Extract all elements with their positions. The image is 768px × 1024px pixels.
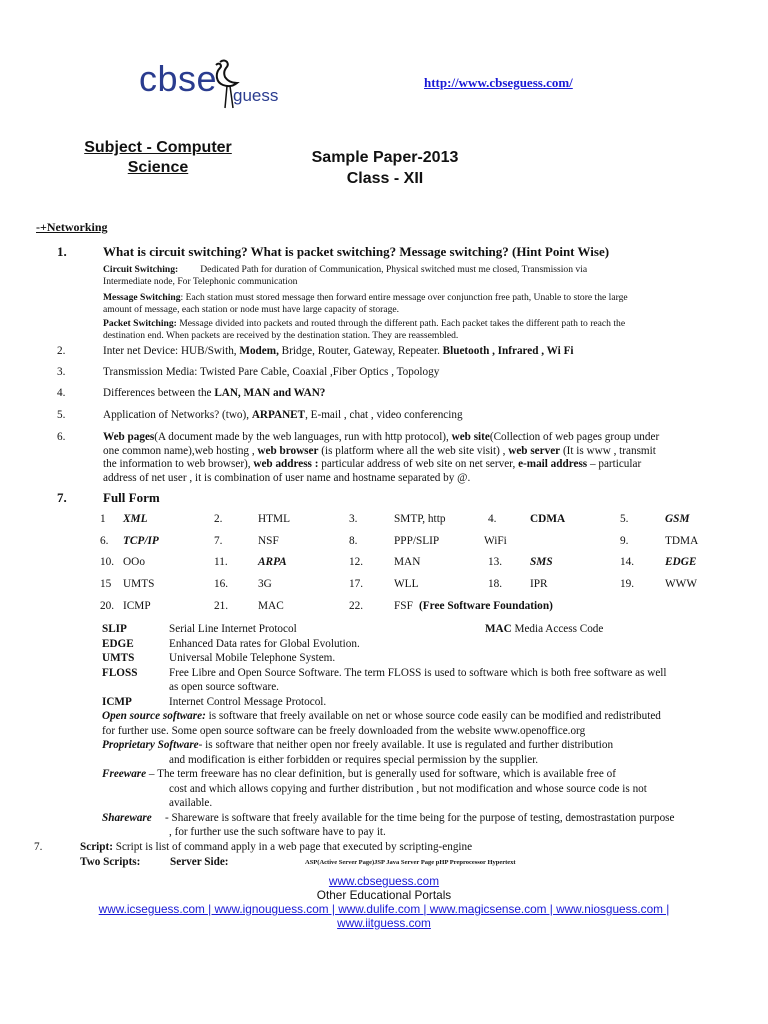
full-form-number: 21. — [214, 600, 229, 612]
q6-bold-2: web site — [451, 431, 490, 443]
logo-subtext: guess — [233, 86, 279, 105]
q5-text-2: , E-mail , chat , video conferencing — [305, 409, 463, 421]
footer-portal-links[interactable]: www.icseguess.com | www.ignouguess.com | www.dulife.com | www.magicsense.com | www.niosguess.com | — [98, 902, 670, 916]
q2-bold-2: Bluetooth , Infrared , Wi Fi — [442, 345, 574, 357]
def-freeware-cont-2: available. — [169, 797, 213, 809]
def-edge-term: EDGE — [102, 637, 134, 650]
def-shareware-term: Shareware — [102, 811, 152, 824]
full-form-term: WLL — [394, 578, 419, 590]
q6-line-4: address of net user , it is combination of user name and hostname separated by @. — [103, 471, 471, 484]
packet-switching-line2: destination end. When packets are received by the destination station. They are reassembled. — [103, 330, 459, 341]
full-form-term: MAN — [394, 556, 421, 568]
script-label: Script: — [80, 841, 113, 853]
script-text: Script is list of command apply in a web page that executed by scripting-engine — [112, 841, 473, 853]
footer-main-link[interactable]: www.cbseguess.com — [328, 874, 440, 888]
full-form-number: 17. — [349, 578, 364, 590]
q4-bold-1: LAN, MAN and WAN? — [214, 387, 326, 399]
logo-text: cbse — [139, 58, 218, 99]
full-form-number: 10. — [100, 556, 115, 568]
circuit-switching-answer — [103, 264, 587, 276]
full-form-term: ARPA — [258, 556, 287, 568]
full-form-term: SMTP, http — [394, 513, 446, 525]
circuit-switching-text: Dedicated Path for duration of Communication, Physical switched must me closed, Transmission via — [200, 264, 588, 275]
q3-text: Transmission Media: Twisted Pare Cable, Coaxial ,Fiber Optics , Topology — [103, 366, 440, 378]
def-mac-term: MAC — [485, 623, 512, 635]
def-shareware-text: - Shareware is software that freely available for the time being for the purpose of testing, demostrastation purpose — [165, 811, 675, 824]
q4-text — [103, 387, 325, 401]
paper-heading — [288, 147, 482, 189]
full-form-term: XML — [123, 513, 148, 525]
full-form-number: 9. — [620, 535, 629, 547]
def-slip-term: SLIP — [102, 623, 127, 635]
full-form-term: PPP/SLIP — [394, 535, 440, 547]
def-proprietary-term: Proprietary Software — [102, 739, 199, 751]
q3-number: 3. — [57, 366, 66, 378]
message-switching-label: Message Switching — [103, 292, 181, 303]
full-form-number: 18. — [488, 578, 503, 590]
full-form-number: 3. — [349, 513, 358, 525]
footer-portals-label: Other Educational Portals — [316, 888, 452, 902]
full-form-term: 3G — [258, 578, 272, 590]
full-form-number: 4. — [488, 513, 497, 525]
def-umts — [102, 652, 752, 667]
def-oss-text: is software that freely available on net or whose source code easily can be modified and redistributed — [205, 710, 661, 722]
q6-text-5: (It is www , transmit — [560, 444, 656, 457]
q6-text-6: the information to web browser), — [103, 458, 254, 471]
def-mac — [485, 623, 603, 637]
full-form-term: CDMA — [530, 513, 566, 525]
q2-text-1: Inter net Device: HUB/Swith, — [103, 345, 240, 357]
def-edge — [102, 638, 752, 653]
packet-switching-text: Message divided into packets and routed through the different path. Each packet takes the different path to reach the — [176, 318, 626, 329]
full-form-number: 6. — [100, 535, 109, 547]
full-form-term: TDMA — [665, 535, 699, 547]
q6-text — [103, 431, 743, 485]
full-form-term: WWW — [665, 578, 697, 590]
full-form-term: MAC — [258, 600, 284, 612]
q7-number: 7. — [57, 490, 67, 505]
section-heading: -+Networking — [36, 220, 108, 234]
def-freeware — [102, 768, 752, 783]
def-floss-cont — [102, 681, 752, 696]
q6-bold-6: e-mail address — [518, 458, 588, 471]
def-freeware-term: Freeware — [102, 768, 147, 780]
q2-text — [103, 345, 574, 359]
class-title: Class - XII — [346, 170, 424, 187]
def-edge-text: Enhanced Data rates for Global Evolution. — [169, 637, 360, 650]
full-form-number: 22. — [349, 600, 364, 612]
def-floss-text: Free Libre and Open Source Software. The term FLOSS is used to software which is both free software as well — [169, 666, 667, 679]
def-proprietary-cont: and modification is either forbidden or requires special permission by the supplier. — [169, 753, 539, 766]
def-umts-term: UMTS — [102, 652, 135, 664]
q6-number: 6. — [57, 431, 66, 443]
def-oss — [102, 710, 752, 725]
full-form-term: UMTS — [123, 578, 155, 590]
paper-title: Sample Paper-2013 — [311, 149, 459, 166]
def-freeware-cont: cost and which allows copying and further distribution , but not modification and whose source code is not — [169, 782, 647, 795]
message-switching-line2: amount of message, each station or node must have large capacity of storage. — [103, 304, 400, 315]
full-form-number: 15 — [100, 578, 112, 590]
def-mac-text: Media Access Code — [511, 623, 604, 635]
fsf-full-form: (Free Software Foundation) — [419, 600, 553, 612]
script-line — [80, 841, 472, 855]
circuit-switching-line2: Intermediate node, For Telephonic communication — [103, 276, 298, 287]
q6-text-2: (Collection of web pages group under — [489, 431, 660, 443]
full-form-number: 1 — [100, 513, 106, 525]
q6-text-1: (A document made by the web languages, run with http protocol), — [154, 431, 452, 443]
circuit-switching-label: Circuit Switching: — [103, 264, 179, 275]
full-form-term: WiFi — [484, 535, 507, 547]
q6-bold-4: web server — [508, 444, 561, 457]
footer-last-link[interactable]: www.iitguess.com — [337, 916, 431, 930]
full-form-number: 12. — [349, 556, 364, 568]
full-form-number: 14. — [620, 556, 635, 568]
q4-text-1: Differences between the — [103, 387, 215, 399]
footer — [0, 874, 768, 930]
q5-bold-1: ARPANET — [251, 409, 306, 421]
full-form-number: 11. — [214, 556, 228, 568]
message-switching-answer — [103, 292, 628, 304]
def-umts-text: Universal Mobile Telephone System. — [169, 652, 336, 664]
site-url-link[interactable]: http://www.cbseguess.com/ — [424, 75, 573, 90]
full-form-number: 2. — [214, 513, 223, 525]
q1-number: 1. — [57, 244, 67, 259]
def-oss-term: Open source software: — [102, 710, 206, 722]
q1-question: What is circuit switching? What is packet switching? Message switching? (Hint Point Wise) — [103, 244, 610, 259]
definitions-block — [102, 623, 752, 841]
q5-text-1: Application of Networks? (two), — [103, 409, 252, 421]
def-floss-text-2: as open source software. — [169, 681, 279, 693]
q6-line-3 — [103, 458, 743, 472]
full-form-term: SMS — [530, 556, 553, 568]
def-shareware-cont: , for further use the such software have to pay it. — [169, 826, 386, 838]
full-form-term: IPR — [530, 578, 548, 590]
full-form-term: NSF — [258, 535, 279, 547]
packet-switching-answer — [103, 318, 625, 330]
full-form-number: 8. — [349, 535, 358, 547]
def-floss-term: FLOSS — [102, 666, 138, 679]
message-switching-text: : Each station must stored message then forward entire message over conjunction free path, Unable to store the large — [180, 292, 628, 303]
q6-text-7: particular address of web site on net server, — [318, 458, 519, 471]
q6-text-8: – particular — [587, 458, 642, 471]
q2-bold-1: Modem, — [239, 345, 279, 357]
q6-line-1 — [103, 431, 743, 445]
q6-text-3: one common name),web hosting , — [103, 444, 258, 457]
def-oss-cont: for further use. Some open source software can be freely downloaded from the website www.openoffice.org — [102, 724, 586, 737]
full-form-number: 5. — [620, 513, 629, 525]
q6-text-4: (is platform where all the web site visit) , — [318, 444, 509, 457]
two-scripts-term: Two Scripts: — [80, 856, 141, 868]
q6-line-2 — [103, 445, 743, 459]
q2-text-2: Bridge, Router, Gateway, Repeater. — [278, 345, 443, 357]
q5-number: 5. — [57, 409, 66, 421]
def-slip-text: Serial Line Internet Protocol — [169, 623, 297, 635]
full-form-number: 19. — [620, 578, 635, 590]
packet-switching-label: Packet Switching: — [103, 318, 177, 329]
def-proprietary — [102, 739, 752, 754]
full-form-number: 13. — [488, 556, 503, 568]
server-side-label: Server Side: — [170, 856, 229, 868]
def-icmp — [102, 696, 752, 711]
full-form-number: 20. — [100, 600, 115, 612]
def-slip — [102, 623, 752, 638]
full-form-term: OOo — [123, 556, 145, 568]
def-proprietary-text: - is software that neither open nor freely available. It use is regulated and further distribution — [198, 739, 614, 751]
full-form-number: 7. — [214, 535, 223, 547]
q6-bold-1: Web pages — [103, 431, 155, 443]
def-freeware-text: – The term freeware has no clear definition, but is generally used for software, which is available free of — [146, 768, 616, 780]
full-form-term: ICMP — [123, 600, 151, 612]
full-form-term: GSM — [665, 513, 690, 525]
q7-title: Full Form — [103, 490, 160, 505]
full-form-term: FSF — [394, 600, 413, 612]
two-scripts-label — [80, 856, 140, 870]
subject-line-2: Science — [127, 159, 189, 176]
def-icmp-term: ICMP — [102, 695, 132, 708]
full-form-term: TCP/IP — [123, 535, 159, 547]
server-side-list: ASP(Active Server Page)JSP Java Server Page pHP Preprocessor Hypertext — [305, 859, 516, 866]
def-floss — [102, 667, 752, 682]
def-icmp-text: Internet Control Message Protocol. — [169, 695, 327, 708]
q5-text — [103, 409, 463, 423]
q6-bold-5: web address : — [253, 458, 319, 471]
full-form-term: EDGE — [665, 556, 697, 568]
q4-number: 4. — [57, 387, 66, 399]
subject-line-1: Subject - Computer — [84, 139, 232, 156]
q2-number: 2. — [57, 345, 66, 357]
def-shareware — [102, 812, 752, 827]
q6-bold-3: web browser — [257, 444, 319, 457]
subject-heading — [52, 138, 264, 178]
full-form-term: HTML — [258, 513, 291, 525]
script-number: 7. — [34, 841, 43, 853]
full-form-number: 16. — [214, 578, 229, 590]
